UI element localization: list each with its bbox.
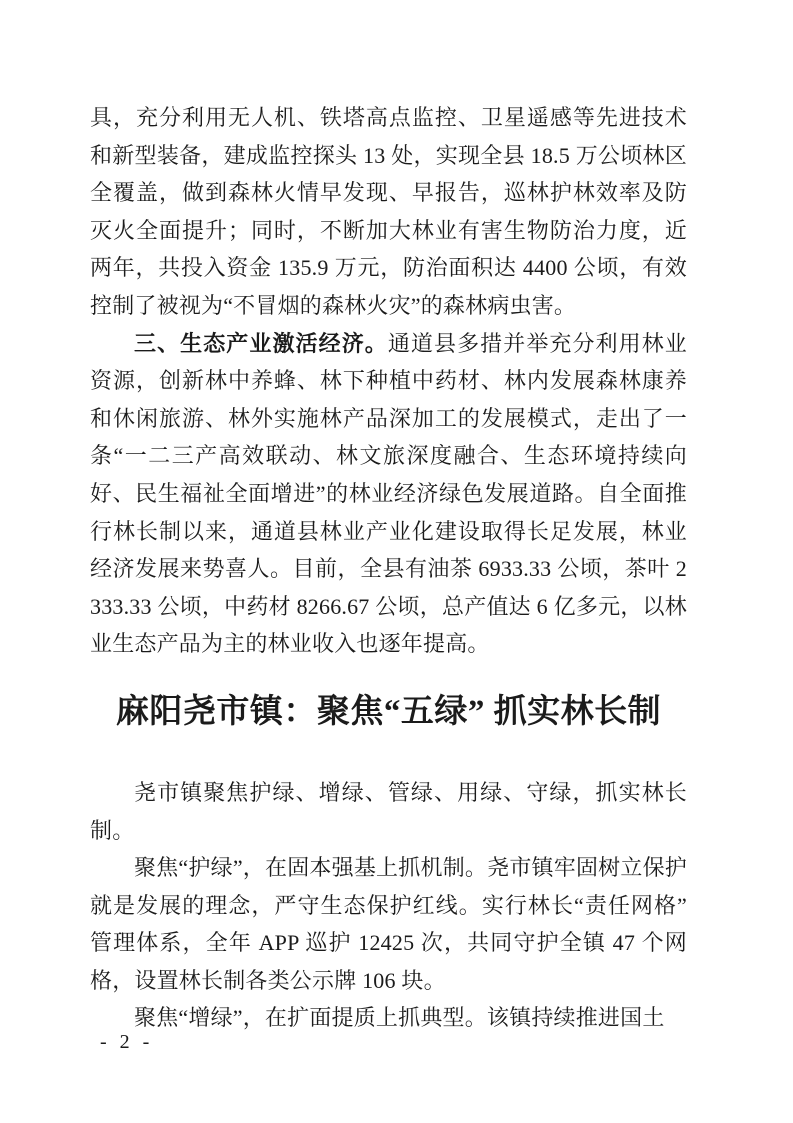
article-title: 麻阳尧市镇：聚焦“五绿” 抓实林长制 — [115, 693, 662, 730]
section-three-text: 通道县多措并举充分利用林业资源，创新林中养蜂、林下种植中药材、林内发展森林康养和休闲旅游、林外实施林产品深加工的发展模式，走出了一条“一二三产高效联动、林文旅深度融合、生态环境持续向好、民生福祉全面增进”的林业经济绿色发展道路。自全面推行林长制以来，通道县林业产业化建设取得长足发展，林业经济发展来势喜人。目前，全县有油茶 6933.33 公顷，茶叶 2333.33 公顷，中药材 8266.67 公顷，总产值达 6 亿多元，以林业生态产品为主的林业收入也逐年提高。 — [90, 330, 687, 657]
paragraph-protect-green: 聚焦“护绿”，在固本强基上抓机制。尧市镇牢固树立保护就是发展的理念，严守生态保护红线。实行林长“责任网格”管理体系，全年 APP 巡护 12425 次，共同守护全镇 47 个网格，设置林长制各类公示牌 106 块。 — [90, 855, 687, 993]
page-number: - 2 - — [100, 1031, 154, 1053]
paragraph-overview: 尧市镇聚焦护绿、增绿、管绿、用绿、守绿，抓实林长制。 — [90, 779, 687, 843]
section-three-heading-lead: 三、生态产业激活经济。 — [134, 330, 388, 356]
continued-paragraph: 具，充分利用无人机、铁塔高点监控、卫星遥感等先进技术和新型装备，建成监控探头 13 处，实现全县 18.5 万公顷林区全覆盖，做到森林火情早发现、早报告，巡林护林效率及防灭火全面提升；同时，不断加大林业有害生物防治力度，近两年，共投入资金 135.9 万元，防治面积达 4400 公顷，有效控制了被视为“不冒烟的森林火灾”的森林病虫害。 — [90, 105, 687, 318]
paragraph-expand-green: 聚焦“增绿”，在扩面提质上抓典型。该镇持续推进国土 — [134, 1005, 665, 1031]
document-body — [90, 99, 687, 1037]
section-three-paragraph — [90, 325, 687, 663]
